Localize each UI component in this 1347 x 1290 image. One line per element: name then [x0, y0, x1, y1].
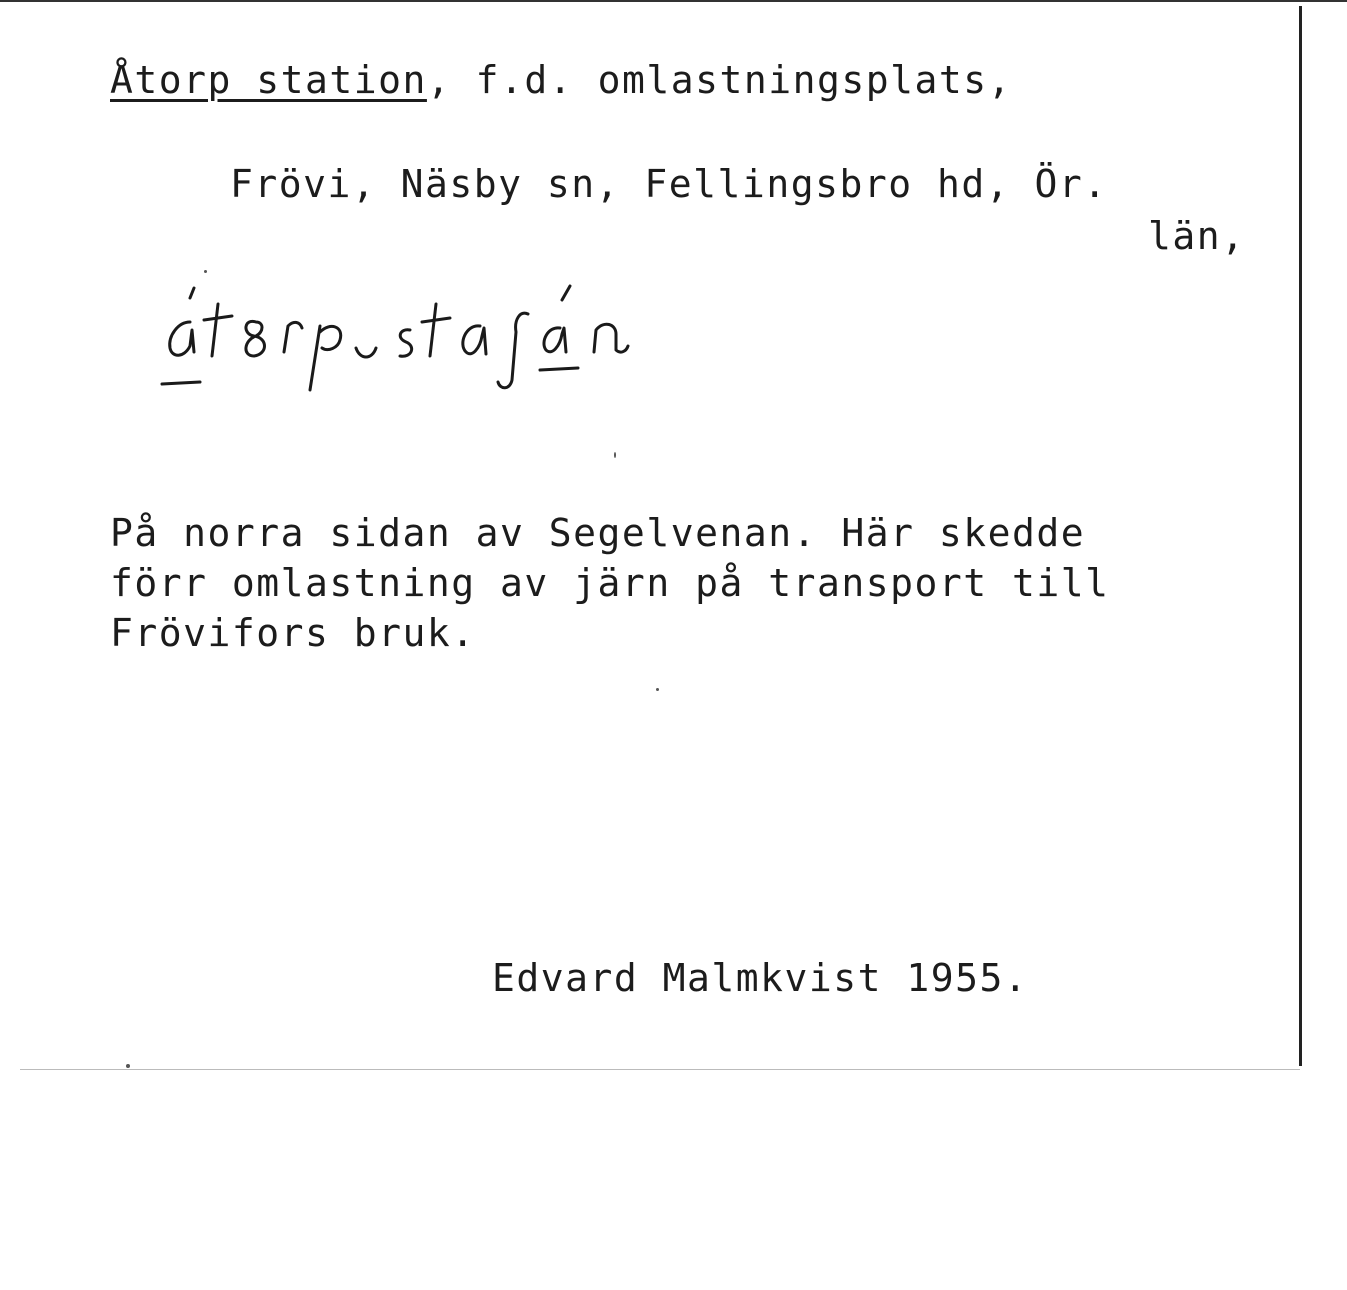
county-suffix: län, — [1148, 214, 1246, 258]
location-line: Frövi, Näsby sn, Fellingsbro hd, Ör. — [230, 162, 1108, 206]
ink-speck — [656, 688, 659, 691]
card-top-edge — [0, 0, 1347, 2]
handwritten-pronunciation — [160, 270, 740, 400]
description-body: På norra sidan av Segelvenan. Här skedde förr omlastning av järn på transport till Frövifors bruk. — [110, 511, 1110, 655]
ink-speck — [204, 270, 207, 273]
card-heading — [110, 56, 1012, 104]
card-bottom-edge — [20, 1069, 1300, 1070]
heading-description: , f.d. omlastningsplats, — [426, 58, 1012, 102]
signature-line: Edvard Malmkvist 1955. — [492, 956, 1029, 1000]
ink-speck — [614, 452, 616, 458]
ink-speck — [126, 1064, 130, 1068]
heading-place-name: Åtorp station — [110, 58, 427, 102]
